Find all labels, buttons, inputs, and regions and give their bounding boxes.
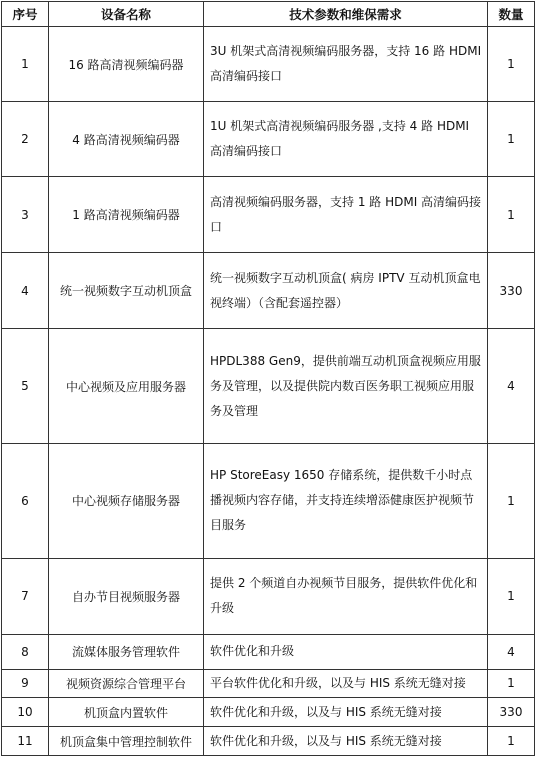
row-spec: 提供 2 个频道自办视频节目服务，提供软件优化和升级: [204, 558, 488, 634]
row-name: 中心视频存储服务器: [49, 444, 204, 558]
row-no: 1: [2, 27, 49, 102]
row-spec: 高清视频编码服务器，支持 1 路 HDMI 高清编码接口: [204, 177, 488, 253]
row-no: 3: [2, 177, 49, 253]
row-qty: 1: [488, 444, 535, 558]
table-row: [2, 177, 535, 253]
row-no: 4: [2, 253, 49, 329]
table-row: [2, 727, 535, 756]
row-name: 1 路高清视频编码器: [49, 177, 204, 253]
row-qty: 1: [488, 27, 535, 102]
row-no: 7: [2, 558, 49, 634]
header-spec: 技术参数和维保需求: [204, 2, 488, 27]
table-row: [2, 27, 535, 102]
row-qty: 4: [488, 329, 535, 444]
row-name: 中心视频及应用服务器: [49, 329, 204, 444]
row-qty: 1: [488, 102, 535, 177]
row-name: 机顶盒内置软件: [49, 698, 204, 727]
row-spec: 1U 机架式高清视频编码服务器 ,支持 4 路 HDMI 高清编码接口: [204, 102, 488, 177]
row-name: 自办节目视频服务器: [49, 558, 204, 634]
row-spec: 3U 机架式高清视频编码服务器，支持 16 路 HDMI 高清编码接口: [204, 27, 488, 102]
table-row: [2, 444, 535, 558]
row-no: 2: [2, 102, 49, 177]
row-no: 11: [2, 727, 49, 756]
header-row: [2, 2, 535, 27]
row-qty: 1: [488, 177, 535, 253]
table-row: [2, 698, 535, 727]
row-no: 9: [2, 669, 49, 698]
row-no: 6: [2, 444, 49, 558]
header-name: 设备名称: [49, 2, 204, 27]
row-qty: 1: [488, 727, 535, 756]
table-row: [2, 634, 535, 669]
header-qty: 数量: [488, 2, 535, 27]
table-row: [2, 558, 535, 634]
row-qty: 330: [488, 698, 535, 727]
row-name: 流媒体服务管理软件: [49, 634, 204, 669]
row-no: 10: [2, 698, 49, 727]
header-no: 序号: [2, 2, 49, 27]
row-no: 8: [2, 634, 49, 669]
row-name: 机顶盒集中管理控制软件: [49, 727, 204, 756]
row-name: 16 路高清视频编码器: [49, 27, 204, 102]
row-name: 4 路高清视频编码器: [49, 102, 204, 177]
row-qty: 4: [488, 634, 535, 669]
row-spec: HPDL388 Gen9，提供前端互动机顶盒视频应用服务及管理，以及提供院内数百医务职工视频应用服务及管理: [204, 329, 488, 444]
row-qty: 1: [488, 558, 535, 634]
row-spec: 统一视频数字互动机顶盒( 病房 IPTV 互动机顶盒电视终端）（含配套遥控器）: [204, 253, 488, 329]
row-no: 5: [2, 329, 49, 444]
row-spec: 软件优化和升级，以及与 HIS 系统无缝对接: [204, 727, 488, 756]
row-qty: 1: [488, 669, 535, 698]
table-row: [2, 329, 535, 444]
table-row: [2, 669, 535, 698]
row-name: 视频资源综合管理平台: [49, 669, 204, 698]
row-spec: 软件优化和升级: [204, 634, 488, 669]
row-spec: 平台软件优化和升级，以及与 HIS 系统无缝对接: [204, 669, 488, 698]
row-spec: HP StoreEasy 1650 存储系统，提供数千小时点播视频内容存储，并支持连续增添健康医护视频节目服务: [204, 444, 488, 558]
row-qty: 330: [488, 253, 535, 329]
table-row: [2, 253, 535, 329]
equipment-table: [1, 1, 535, 756]
row-name: 统一视频数字互动机顶盒: [49, 253, 204, 329]
table-row: [2, 102, 535, 177]
row-spec: 软件优化和升级，以及与 HIS 系统无缝对接: [204, 698, 488, 727]
